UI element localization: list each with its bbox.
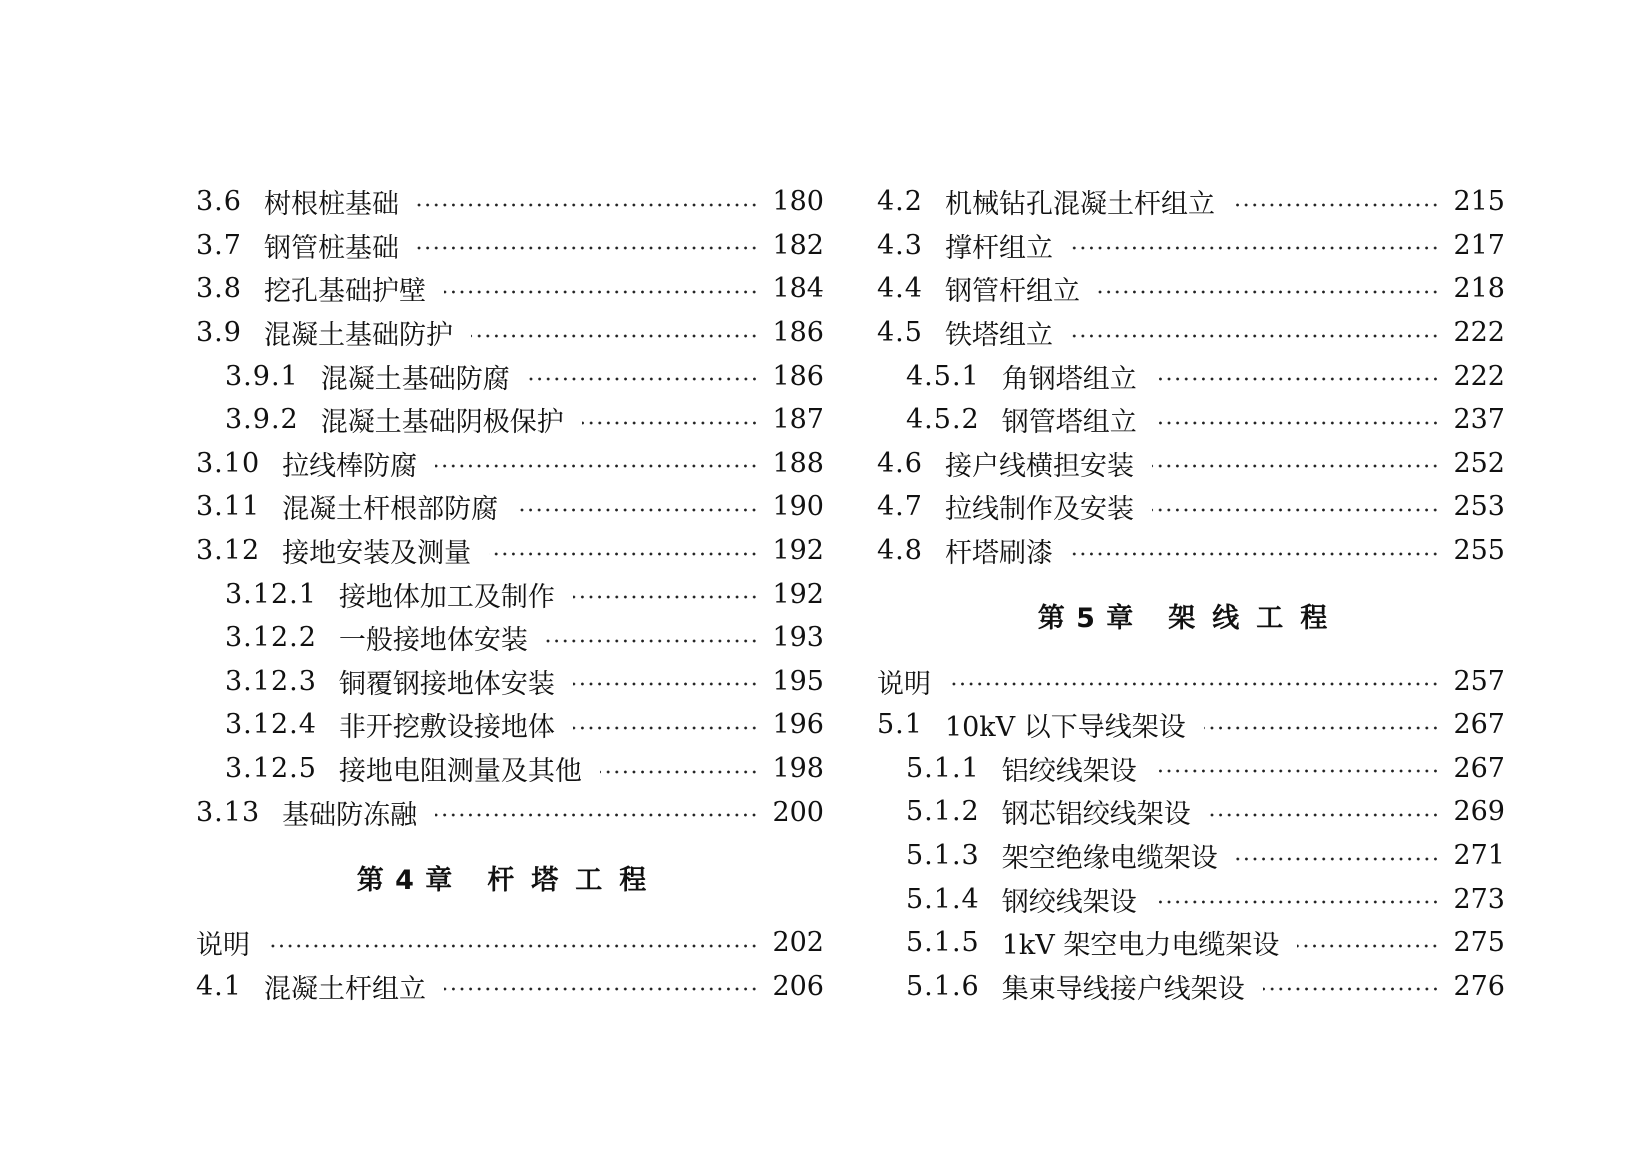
entry-title: 混凝土基础阴极保护 [320, 407, 564, 439]
entry-title: 拉线制作及安装 [944, 494, 1134, 526]
dot-leader [1071, 333, 1440, 339]
entry-title: 钢管杆组立 [944, 276, 1080, 308]
toc-entry-5-1-5[interactable] [877, 921, 1505, 965]
entry-title: 钢绞线架设 [1001, 886, 1137, 918]
dot-leader [417, 202, 759, 208]
entry-title: 钢管塔组立 [1001, 407, 1137, 439]
entry-title: 铁塔组立 [944, 320, 1053, 352]
dot-leader [471, 333, 759, 339]
entry-page: 267 [1453, 709, 1505, 741]
entry-page: 257 [1453, 665, 1505, 697]
toc-entry-3-10[interactable] [196, 442, 824, 486]
entry-page: 188 [772, 447, 824, 479]
entry-number: 4.1 [196, 970, 242, 1002]
entry-page: 255 [1453, 535, 1505, 567]
dot-leader [1236, 856, 1440, 862]
entry-page: 187 [772, 404, 824, 436]
toc-entry-ch4-intro[interactable] [196, 921, 824, 965]
entry-title: 机械钻孔混凝土杆组立 [944, 189, 1215, 221]
entry-title: 混凝土基础防腐 [320, 363, 510, 395]
entry-number: 3.8 [196, 273, 242, 305]
entry-title: 树根桩基础 [263, 189, 399, 221]
dot-leader [435, 812, 758, 818]
entry-number: 4.5.2 [906, 404, 980, 436]
entry-title: 说明 [877, 668, 931, 700]
entry-title: 非开挖敷设接地体 [338, 712, 555, 744]
chapter-5-heading[interactable] [877, 572, 1505, 659]
dot-leader [1155, 420, 1440, 426]
entry-title: 接地电阻测量及其他 [338, 756, 582, 788]
toc-entry-3-12-2[interactable] [196, 616, 824, 660]
entry-number: 3.9 [196, 317, 242, 349]
entry-number: 3.12.4 [225, 709, 317, 741]
entry-title: 接地安装及测量 [282, 538, 472, 570]
entry-title: 接地体加工及制作 [338, 581, 555, 613]
toc-entry-3-12-3[interactable] [196, 660, 824, 704]
toc-entry-3-12-5[interactable] [196, 747, 824, 791]
dot-leader [1152, 507, 1440, 513]
toc-entry-5-1-3[interactable] [877, 834, 1505, 878]
entry-number: 3.12.3 [225, 665, 317, 697]
entry-title: 撑杆组立 [944, 232, 1053, 264]
entry-title: 混凝土杆根部防腐 [282, 494, 499, 526]
entry-title: 拉线棒防腐 [282, 450, 418, 482]
entry-number: 3.9.1 [225, 360, 299, 392]
entry-title: 钢管桩基础 [263, 232, 399, 264]
toc-entry-3-7[interactable] [196, 224, 824, 268]
entry-title: 混凝土杆组立 [263, 973, 426, 1005]
entry-title: 铝绞线架设 [1001, 755, 1137, 787]
entry-page: 182 [772, 229, 824, 261]
entry-page: 269 [1453, 796, 1505, 828]
dot-leader [516, 507, 758, 513]
entry-number: 4.7 [877, 491, 923, 523]
entry-page: 218 [1453, 273, 1505, 305]
entry-page: 215 [1453, 186, 1505, 218]
entry-page: 184 [772, 273, 824, 305]
dot-leader [1155, 768, 1440, 774]
chapter-name: 架线工程 [1168, 603, 1345, 635]
entry-number: 5.1.4 [906, 883, 980, 915]
dot-leader [949, 681, 1439, 687]
entry-title: 角钢塔组立 [1001, 363, 1137, 395]
dot-leader [268, 943, 758, 949]
entry-page: 276 [1453, 970, 1505, 1002]
toc-entry-3-9-2[interactable] [196, 398, 824, 442]
entry-page: 206 [772, 970, 824, 1002]
entry-page: 196 [772, 709, 824, 741]
entry-title: 基础防冻融 [282, 799, 418, 831]
dot-leader [444, 986, 759, 992]
toc-entry-3-6[interactable] [196, 180, 824, 224]
toc-entry-5-1-6[interactable] [877, 965, 1505, 1009]
entry-number: 5.1.6 [906, 970, 980, 1002]
entry-number: 4.3 [877, 229, 923, 261]
entry-title: 10kV 以下导线架设 [944, 712, 1186, 744]
toc-entry-4-1[interactable] [196, 965, 824, 1009]
entry-page: 217 [1453, 229, 1505, 261]
entry-page: 273 [1453, 883, 1505, 915]
dot-leader [1071, 551, 1440, 557]
entry-page: 193 [772, 622, 824, 654]
entry-number: 5.1.2 [906, 796, 980, 828]
entry-page: 180 [772, 186, 824, 218]
toc-right-column [877, 180, 1505, 1008]
toc-entry-5-1-4[interactable] [877, 877, 1505, 921]
entry-page: 222 [1453, 360, 1505, 392]
dot-leader [573, 594, 759, 600]
dot-leader [573, 725, 759, 731]
entry-number: 5.1 [877, 709, 923, 741]
dot-leader [573, 681, 759, 687]
dot-leader [1204, 725, 1440, 731]
entry-page: 237 [1453, 404, 1505, 436]
entry-number: 3.12.2 [225, 622, 317, 654]
toc-entry-5-1-2[interactable] [877, 790, 1505, 834]
toc-entry-4-5-2[interactable] [877, 398, 1505, 442]
entry-number: 4.6 [877, 447, 923, 479]
entry-number: 5.1.1 [906, 752, 980, 784]
toc-entry-3-9[interactable] [196, 311, 824, 355]
toc-entry-3-13[interactable] [196, 790, 824, 834]
entry-number: 4.4 [877, 273, 923, 305]
entry-number: 3.7 [196, 229, 242, 261]
toc-entry-4-5-1[interactable] [877, 354, 1505, 398]
dot-leader [489, 551, 758, 557]
dot-leader [1155, 376, 1440, 382]
entry-number: 3.12.1 [225, 578, 317, 610]
dot-leader [1209, 812, 1440, 818]
entry-title: 混凝土基础防护 [263, 320, 453, 352]
dot-leader [1152, 463, 1440, 469]
entry-title: 1kV 架空电力电缆架设 [1001, 930, 1280, 962]
entry-title: 集束导线接户线架设 [1001, 973, 1245, 1005]
chapter-name: 杆塔工程 [487, 864, 664, 896]
toc-entry-4-8[interactable] [877, 529, 1505, 573]
entry-number: 3.12.5 [225, 753, 317, 785]
entry-page: 192 [772, 535, 824, 567]
entry-title: 杆塔刷漆 [944, 538, 1053, 570]
toc-entry-ch5-intro[interactable] [877, 659, 1505, 703]
toc-entry-5-1-1[interactable] [877, 747, 1505, 791]
entry-page: 186 [772, 360, 824, 392]
entry-number: 3.12 [196, 535, 261, 567]
entry-title: 接户线横担安装 [944, 450, 1134, 482]
toc-left-column [196, 180, 824, 1008]
dot-leader [528, 376, 759, 382]
dot-leader [1263, 986, 1440, 992]
toc-entry-3-12-4[interactable] [196, 703, 824, 747]
entry-number: 4.5.1 [906, 360, 980, 392]
dot-leader [582, 420, 759, 426]
entry-page: 275 [1453, 927, 1505, 959]
entry-page: 222 [1453, 317, 1505, 349]
entry-title: 铜覆钢接地体安装 [338, 668, 555, 700]
entry-page: 200 [772, 796, 824, 828]
entry-page: 192 [772, 578, 824, 610]
dot-leader [1071, 245, 1440, 251]
entry-number: 4.8 [877, 535, 923, 567]
toc-entry-3-9-1[interactable] [196, 354, 824, 398]
entry-page: 198 [772, 753, 824, 785]
dot-leader [444, 289, 759, 295]
toc-entry-3-12[interactable] [196, 529, 824, 573]
dot-leader [1155, 899, 1440, 905]
toc-entry-5-1[interactable] [877, 703, 1505, 747]
toc-entry-4-2[interactable] [877, 180, 1505, 224]
dot-leader [1297, 943, 1439, 949]
toc-entry-3-12-1[interactable] [196, 572, 824, 616]
dot-leader [600, 769, 759, 775]
toc-entry-4-4[interactable] [877, 267, 1505, 311]
chapter-number: 第 4 章 [356, 864, 454, 896]
toc-entry-4-5[interactable] [877, 311, 1505, 355]
entry-title: 钢芯铝绞线架设 [1001, 799, 1191, 831]
toc-entry-3-11[interactable] [196, 485, 824, 529]
entry-number: 3.11 [196, 491, 261, 523]
chapter-number: 第 5 章 [1037, 603, 1135, 635]
dot-leader [1098, 289, 1440, 295]
entry-title: 一般接地体安装 [338, 625, 528, 657]
dot-leader [435, 463, 758, 469]
dot-leader [1233, 202, 1440, 208]
entry-number: 4.2 [877, 186, 923, 218]
entry-page: 253 [1453, 491, 1505, 523]
toc-entry-4-6[interactable] [877, 442, 1505, 486]
toc-entry-3-8[interactable] [196, 267, 824, 311]
entry-title: 说明 [196, 930, 250, 962]
dot-leader [417, 245, 759, 251]
chapter-4-heading[interactable] [196, 834, 824, 921]
entry-title: 架空绝缘电缆架设 [1001, 843, 1218, 875]
entry-page: 190 [772, 491, 824, 523]
entry-page: 195 [772, 665, 824, 697]
entry-page: 186 [772, 317, 824, 349]
entry-page: 271 [1453, 840, 1505, 872]
entry-page: 202 [772, 927, 824, 959]
entry-number: 3.10 [196, 447, 261, 479]
toc-entry-4-7[interactable] [877, 485, 1505, 529]
entry-page: 252 [1453, 447, 1505, 479]
entry-title: 挖孔基础护壁 [263, 276, 426, 308]
entry-number: 3.9.2 [225, 404, 299, 436]
entry-number: 5.1.5 [906, 927, 980, 959]
entry-number: 4.5 [877, 317, 923, 349]
entry-number: 3.13 [196, 796, 261, 828]
entry-number: 3.6 [196, 186, 242, 218]
dot-leader [546, 638, 759, 644]
entry-page: 267 [1453, 752, 1505, 784]
toc-entry-4-3[interactable] [877, 224, 1505, 268]
entry-number: 5.1.3 [906, 840, 980, 872]
